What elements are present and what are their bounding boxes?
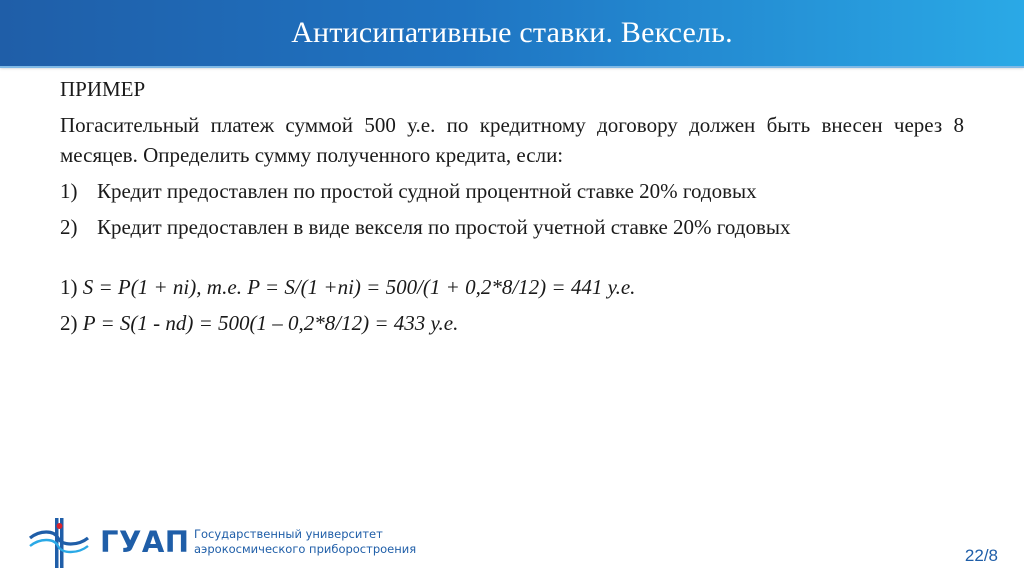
guap-emblem-icon: [24, 516, 94, 570]
slide-content: [60, 74, 964, 344]
solution-number: 1): [60, 275, 78, 299]
university-logo: [24, 516, 424, 570]
solution-2: [60, 308, 964, 338]
solution-formula: S = P(1 + ni), т.е. P = S/(1 +ni) = 500/(1 + 0,2*8/12) = 441 у.е.: [82, 275, 636, 299]
condition-item-1: [60, 176, 964, 206]
example-heading: ПРИМЕР: [60, 77, 146, 101]
condition-number: 1): [60, 179, 78, 203]
page-number: 22/8: [964, 546, 998, 565]
condition-text: Кредит предоставлен по простой судной процентной ставке 20% годовых: [97, 179, 757, 203]
solution-number: 2): [60, 311, 78, 335]
slide-title: Антисипативные ставки. Вексель.: [291, 16, 733, 49]
solution-1: [60, 272, 964, 302]
problem-statement: Погасительный платеж суммой 500 у.е. по кредитному договору должен быть внесен через 8 месяцев. Определить сумму полученного кредита, если:: [60, 113, 964, 167]
solution-formula: P = S(1 - nd) = 500(1 – 0,2*8/12) = 433 у.е.: [82, 311, 459, 335]
university-name-line2: аэрокосмического приборостроения: [194, 542, 417, 556]
university-name-line1: Государственный университет: [194, 527, 383, 541]
condition-item-2: [60, 212, 964, 242]
brand-name: ГУАП: [100, 525, 190, 559]
university-name: [194, 527, 416, 557]
condition-number: 2): [60, 215, 78, 239]
header-divider: [0, 66, 1024, 68]
condition-text: Кредит предоставлен в виде векселя по простой учетной ставке 20% годовых: [97, 215, 791, 239]
slide-header: [0, 0, 1024, 66]
